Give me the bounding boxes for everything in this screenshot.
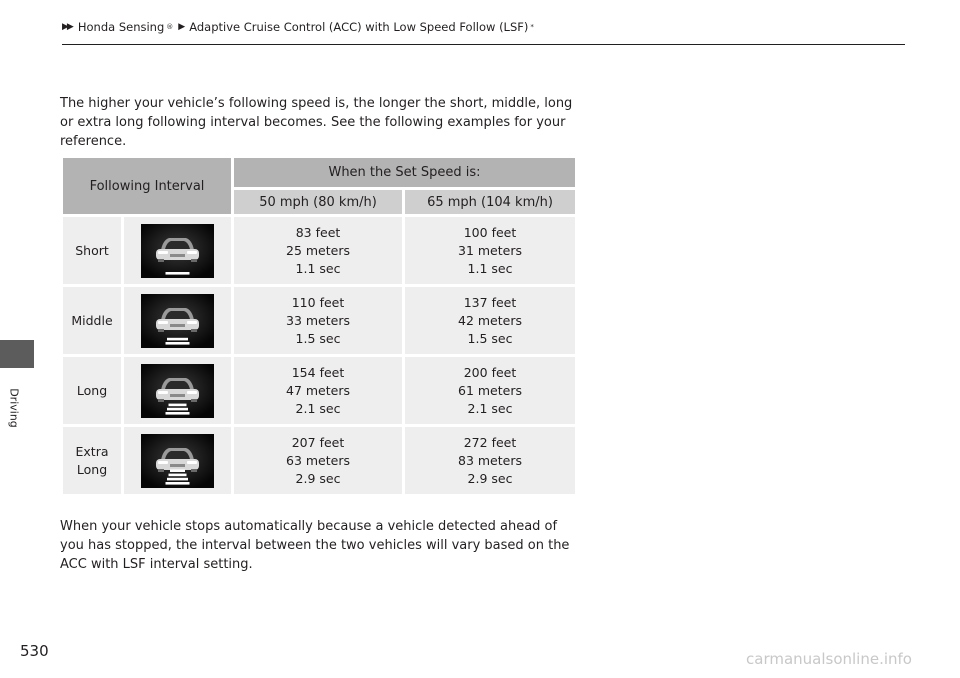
value-50mph	[233, 356, 404, 426]
value-line: 47 meters	[286, 382, 350, 398]
interval-bar	[166, 272, 190, 275]
interval-bar	[166, 412, 190, 415]
value-line: 31 meters	[458, 242, 522, 258]
page-number: 530	[20, 642, 49, 660]
value-65mph	[404, 356, 577, 426]
table-row	[62, 286, 577, 356]
outro-paragraph: When your vehicle stops automatically because a vehicle detected ahead of you has stopped, the interval between the two vehicles will vary based on the ACC with LSF interval setting.	[60, 519, 570, 572]
double-triangle-icon: ▶▶	[62, 22, 72, 32]
registered-mark: ®	[166, 23, 174, 31]
interval-bar	[166, 342, 190, 345]
interval-label-line: Long	[76, 461, 108, 477]
table-row	[62, 356, 577, 426]
breadcrumb-item-acc-lsf[interactable]: Adaptive Cruise Control (ACC) with Low Speed Follow (LSF)	[189, 20, 529, 34]
interval-bar	[170, 469, 185, 472]
interval-illustration-cell	[123, 356, 233, 426]
header-set-speed: When the Set Speed is:	[233, 157, 577, 189]
value-line: 61 meters	[458, 382, 522, 398]
car-following-distance-icon	[141, 294, 214, 348]
intro-paragraph: The higher your vehicle’s following speed is, the longer the short, middle, long or extra long following interval becomes. See the following examples for your reference.	[60, 96, 573, 149]
value-line: 63 meters	[286, 452, 350, 468]
value-line: 110 feet	[291, 294, 345, 310]
interval-label: Middle	[62, 286, 123, 356]
value-line: 83 meters	[458, 452, 522, 468]
value-line: 154 feet	[291, 364, 345, 380]
value-line: 25 meters	[286, 242, 350, 258]
value-line: 42 meters	[458, 312, 522, 328]
value-line: 1.5 sec	[467, 330, 513, 346]
interval-bar	[167, 477, 188, 480]
interval-label-line: Extra	[75, 443, 109, 459]
value-65mph	[404, 216, 577, 286]
interval-illustration-cell	[123, 286, 233, 356]
interval-bar	[167, 407, 188, 410]
value-line: 1.5 sec	[295, 330, 341, 346]
value-line: 2.1 sec	[467, 400, 513, 416]
interval-label	[62, 426, 123, 496]
value-line: 200 feet	[463, 364, 517, 380]
value-line: 1.1 sec	[295, 260, 341, 276]
table-row	[62, 426, 577, 496]
breadcrumb	[62, 20, 534, 34]
value-line: 83 feet	[295, 224, 341, 240]
breadcrumb-item-honda-sensing[interactable]: Honda Sensing	[77, 20, 165, 34]
interval-bar	[169, 473, 187, 476]
value-65mph	[404, 426, 577, 496]
interval-bar	[167, 337, 188, 340]
value-50mph	[233, 216, 404, 286]
triangle-icon: ▶	[178, 22, 184, 32]
car-following-distance-icon	[141, 364, 214, 418]
interval-bar	[166, 482, 190, 485]
interval-illustration-cell	[123, 216, 233, 286]
section-tab-marker	[0, 340, 34, 368]
value-line: 207 feet	[291, 434, 345, 450]
header-divider	[62, 44, 905, 45]
value-line: 2.1 sec	[295, 400, 341, 416]
table-row	[62, 216, 577, 286]
header-speed-50: 50 mph (80 km/h)	[233, 189, 404, 216]
header-speed-65: 65 mph (104 km/h)	[404, 189, 577, 216]
interval-label: Long	[62, 356, 123, 426]
car-following-distance-icon	[141, 224, 214, 278]
value-line: 100 feet	[463, 224, 517, 240]
watermark: carmanualsonline.info	[746, 650, 912, 668]
value-line: 33 meters	[286, 312, 350, 328]
header-following-interval: Following Interval	[62, 157, 233, 216]
interval-bar	[169, 403, 187, 406]
value-50mph	[233, 286, 404, 356]
value-50mph	[233, 426, 404, 496]
car-following-distance-icon	[141, 434, 214, 488]
value-line: 2.9 sec	[295, 470, 341, 486]
interval-label: Short	[62, 216, 123, 286]
section-label: Driving	[7, 388, 21, 428]
value-line: 137 feet	[463, 294, 517, 310]
value-line: 2.9 sec	[467, 470, 513, 486]
asterisk-mark: *	[530, 23, 534, 31]
interval-illustration-cell	[123, 426, 233, 496]
following-interval-table	[60, 155, 578, 497]
value-line: 1.1 sec	[467, 260, 513, 276]
value-65mph	[404, 286, 577, 356]
value-line: 272 feet	[463, 434, 517, 450]
